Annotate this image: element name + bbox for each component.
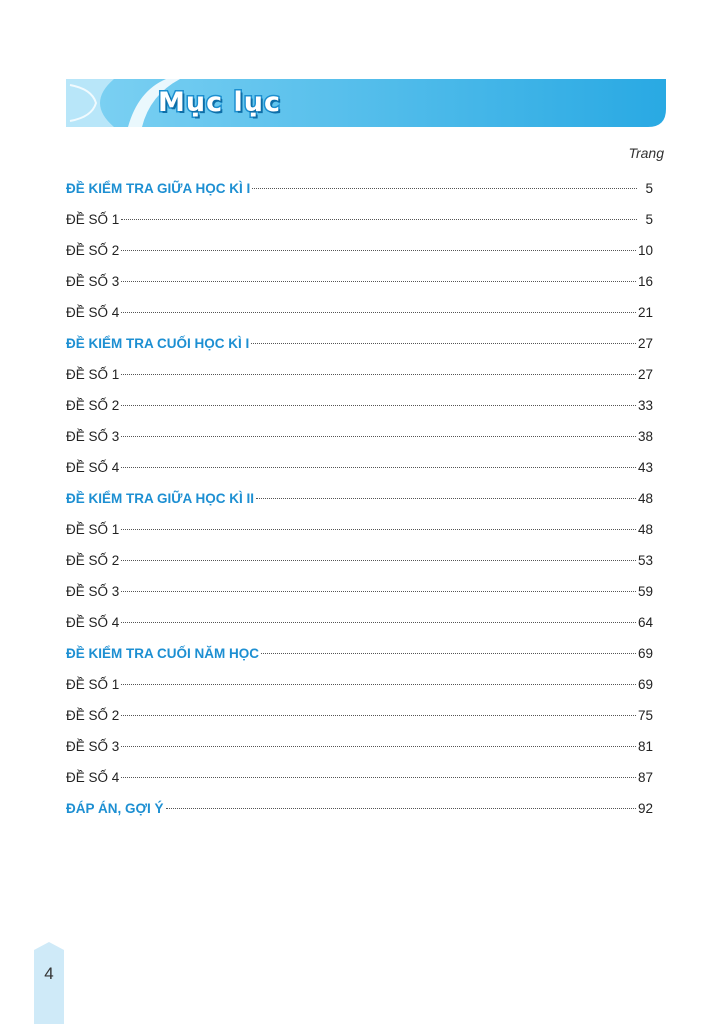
toc-dot-leader — [166, 808, 636, 809]
toc-dot-leader — [121, 746, 636, 747]
toc-entry[interactable] — [66, 607, 653, 638]
page-number-tab — [34, 950, 64, 1024]
toc-entry-page: 10 — [637, 243, 653, 258]
toc-entry-label: ĐỀ SỐ 2 — [66, 553, 120, 568]
toc-entry-label: ĐỀ SỐ 4 — [66, 460, 120, 475]
toc-entry[interactable] — [66, 452, 653, 483]
toc-entry-page: 43 — [637, 460, 653, 475]
toc-entry-page: 38 — [637, 429, 653, 444]
toc-dot-leader — [121, 622, 636, 623]
toc-section-entry[interactable] — [66, 793, 653, 824]
toc-section-entry[interactable] — [66, 638, 653, 669]
page-tab-tip — [34, 942, 64, 950]
toc-entry[interactable] — [66, 762, 653, 793]
toc-entry-page: 48 — [637, 522, 653, 537]
toc-dot-leader — [251, 343, 636, 344]
toc-dot-leader — [121, 281, 636, 282]
toc-dot-leader — [121, 684, 636, 685]
toc-entry-label: ĐỀ SỐ 4 — [66, 305, 120, 320]
toc-entry-page: 69 — [637, 646, 653, 661]
toc-dot-leader — [121, 405, 636, 406]
banner-shape — [66, 79, 666, 127]
toc-entry-page: 64 — [637, 615, 653, 630]
page-number: 4 — [44, 964, 54, 983]
toc-entry-page: 87 — [637, 770, 653, 785]
toc-entry[interactable] — [66, 545, 653, 576]
toc-entry-page: 53 — [637, 553, 653, 568]
toc-entry[interactable] — [66, 669, 653, 700]
toc-entry[interactable] — [66, 514, 653, 545]
toc-dot-leader — [121, 777, 636, 778]
page-column-label: Trang — [628, 145, 664, 161]
toc-entry-page: 81 — [637, 739, 653, 754]
toc-dot-leader — [121, 467, 636, 468]
page-title: Mục lục — [158, 87, 281, 118]
toc-dot-leader — [121, 715, 636, 716]
toc-dot-leader — [252, 188, 637, 189]
toc-header-banner — [66, 79, 666, 127]
toc-dot-leader — [261, 653, 636, 654]
toc-dot-leader — [121, 560, 636, 561]
toc-entry-label: ĐỀ SỐ 3 — [66, 584, 120, 599]
toc-entry-label: ĐỀ SỐ 3 — [66, 429, 120, 444]
toc-entry[interactable] — [66, 266, 653, 297]
toc-entry[interactable] — [66, 359, 653, 390]
toc-dot-leader — [121, 591, 636, 592]
toc-entry-page: 48 — [637, 491, 653, 506]
toc-entry-label: ĐÁP ÁN, GỢI Ý — [66, 801, 164, 816]
toc-entry-page: 21 — [637, 305, 653, 320]
toc-dot-leader — [121, 312, 636, 313]
toc-entry-label: ĐỀ SỐ 3 — [66, 739, 120, 754]
toc-entry[interactable] — [66, 421, 653, 452]
toc-entry-label: ĐỀ SỐ 4 — [66, 770, 120, 785]
toc-entry[interactable] — [66, 390, 653, 421]
toc-entry-page: 75 — [637, 708, 653, 723]
toc-entry-page: 59 — [637, 584, 653, 599]
toc-entry-label: ĐỀ SỐ 1 — [66, 367, 120, 382]
toc-entry-page: 69 — [637, 677, 653, 692]
toc-section-entry[interactable] — [66, 328, 653, 359]
toc-dot-leader — [121, 219, 637, 220]
toc-section-entry[interactable] — [66, 483, 653, 514]
toc-entry[interactable] — [66, 235, 653, 266]
toc-entry[interactable] — [66, 700, 653, 731]
toc-section-entry[interactable] — [66, 173, 653, 204]
toc-entry-label: ĐỀ SỐ 1 — [66, 677, 120, 692]
toc-entry-page: 5 — [645, 212, 653, 227]
toc-entry-label: ĐỀ SỐ 1 — [66, 522, 120, 537]
toc-entry-label: ĐỀ KIỂM TRA CUỐI NĂM HỌC — [66, 646, 259, 661]
toc-entry-label: ĐỀ SỐ 2 — [66, 708, 120, 723]
toc-entry-label: ĐỀ SỐ 3 — [66, 274, 120, 289]
toc-entry[interactable] — [66, 204, 653, 235]
toc-entry-page: 92 — [637, 801, 653, 816]
toc-entry-label: ĐỀ KIỂM TRA GIỮA HỌC KÌ II — [66, 491, 254, 506]
toc-entry-label: ĐỀ SỐ 2 — [66, 243, 120, 258]
toc-entry-label: ĐỀ KIỂM TRA GIỮA HỌC KÌ I — [66, 181, 251, 196]
toc-entry[interactable] — [66, 731, 653, 762]
toc-entry-label: ĐỀ KIỂM TRA CUỐI HỌC KÌ I — [66, 336, 250, 351]
toc-dot-leader — [121, 436, 636, 437]
toc-entry-page: 27 — [637, 367, 653, 382]
toc-dot-leader — [121, 529, 636, 530]
toc-dot-leader — [121, 250, 636, 251]
toc-entry-label: ĐỀ SỐ 1 — [66, 212, 120, 227]
toc-entry-page: 27 — [637, 336, 653, 351]
toc-entry[interactable] — [66, 576, 653, 607]
toc-entry[interactable] — [66, 297, 653, 328]
table-of-contents — [66, 173, 653, 824]
toc-entry-page: 16 — [637, 274, 653, 289]
toc-entry-page: 5 — [645, 181, 653, 196]
toc-entry-label: ĐỀ SỐ 2 — [66, 398, 120, 413]
toc-entry-page: 33 — [637, 398, 653, 413]
toc-entry-label: ĐỀ SỐ 4 — [66, 615, 120, 630]
toc-dot-leader — [256, 498, 636, 499]
toc-dot-leader — [121, 374, 636, 375]
